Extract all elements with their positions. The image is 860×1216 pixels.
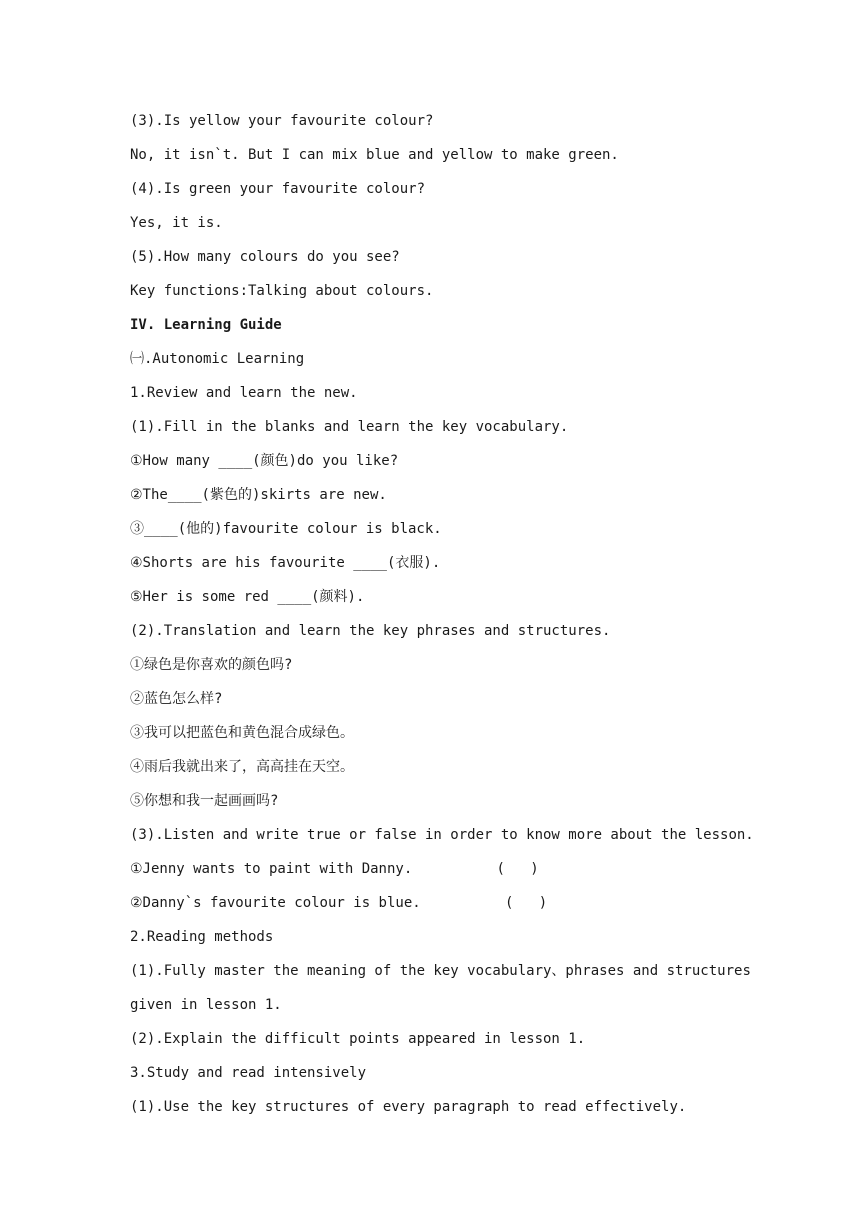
key-functions: Key functions:Talking about colours. xyxy=(130,283,434,299)
true-false-item-2: ②Danny`s favourite colour is blue. ( ) xyxy=(130,895,548,911)
question-4: (4).Is green your favourite colour? xyxy=(130,181,426,197)
step-2-heading: 2.Reading methods xyxy=(130,929,274,945)
translation-item-5: ⑤你想和我一起画画吗? xyxy=(130,793,279,809)
translation-item-2: ②蓝色怎么样? xyxy=(130,691,223,707)
step-1-heading: 1.Review and learn the new. xyxy=(130,385,358,401)
task-1-heading: (1).Fill in the blanks and learn the key vocabulary. xyxy=(130,419,569,435)
blank-item-5: ⑤Her is some red ____(颜料). xyxy=(130,589,365,605)
answer-3: No, it isn`t. But I can mix blue and yellow to make green. xyxy=(130,147,619,163)
section-heading: IV. Learning Guide xyxy=(130,317,282,333)
method-2: (2).Explain the difficult points appeared in lesson 1. xyxy=(130,1031,586,1047)
true-false-item-1: ①Jenny wants to paint with Danny. ( ) xyxy=(130,861,539,877)
translation-item-4: ④雨后我就出来了，高高挂在天空。 xyxy=(130,759,354,775)
translation-item-1: ①绿色是你喜欢的颜色吗? xyxy=(130,657,293,673)
blank-item-4: ④Shorts are his favourite ____(衣服). xyxy=(130,555,441,571)
method-1: (1).Fully master the meaning of the key vocabulary、phrases and structures given in lesson 1. xyxy=(130,963,751,1013)
question-5: (5).How many colours do you see? xyxy=(130,249,400,265)
question-3: (3).Is yellow your favourite colour? xyxy=(130,113,434,129)
blank-item-3: ③____(他的)favourite colour is black. xyxy=(130,521,442,537)
blank-item-2: ②The____(紫色的)skirts are new. xyxy=(130,487,387,503)
blank-item-1: ①How many ____(颜色)do you like? xyxy=(130,453,399,469)
document-page xyxy=(130,104,770,1124)
subsection-heading: ㈠.Autonomic Learning xyxy=(130,351,305,367)
task-3-heading: (3).Listen and write true or false in order to know more about the lesson. xyxy=(130,827,754,843)
translation-item-3: ③我可以把蓝色和黄色混合成绿色。 xyxy=(130,725,354,741)
step-3-heading: 3.Study and read intensively xyxy=(130,1065,367,1081)
answer-4: Yes, it is. xyxy=(130,215,223,231)
task-2-heading: (2).Translation and learn the key phrases and structures. xyxy=(130,623,611,639)
study-item-1: (1).Use the key structures of every paragraph to read effectively. xyxy=(130,1099,687,1115)
